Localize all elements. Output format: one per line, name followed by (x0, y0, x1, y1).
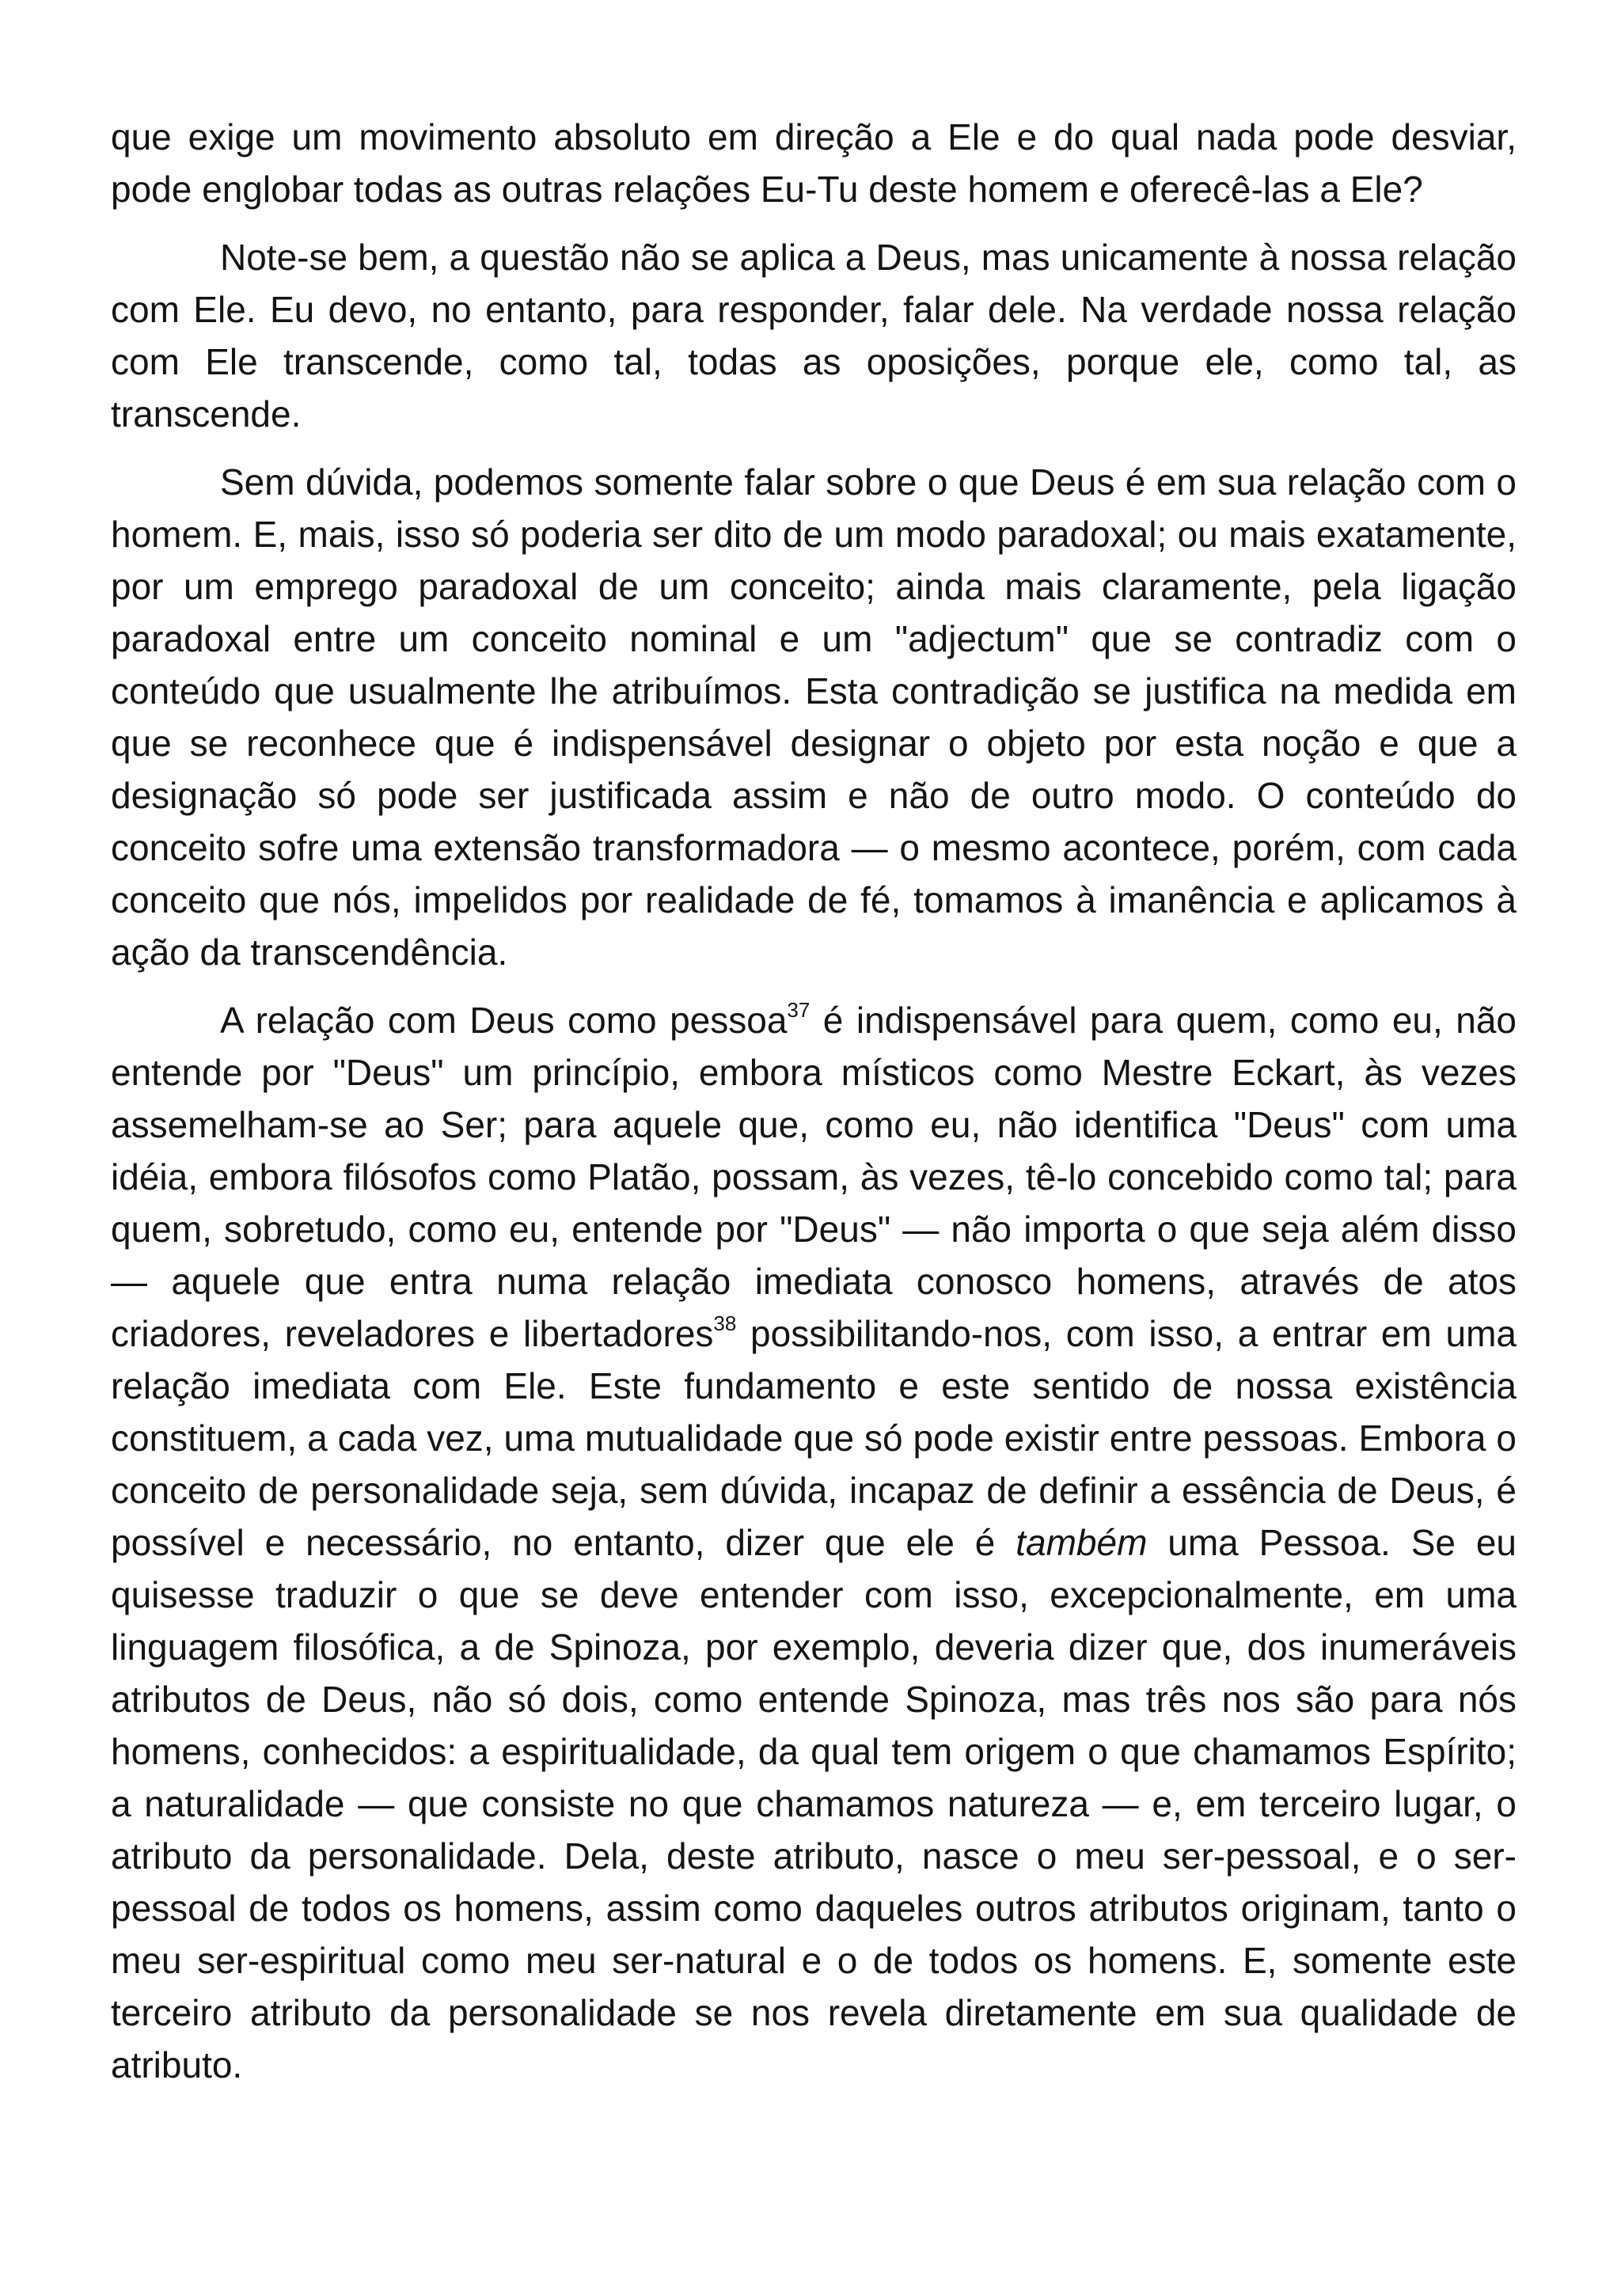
footnote-ref-38[interactable]: 38 (713, 1311, 737, 1335)
emphasis-tambem: também (1015, 1522, 1148, 1563)
footnote-ref-37[interactable]: 37 (787, 997, 810, 1022)
document-page (111, 111, 1517, 2107)
paragraph-3: Sem dúvida, podemos somente falar sobre o que Deus é em sua relação com o homem. E, mais, isso só poderia ser dito de um modo paradoxal; ou mais exatamente, por um emprego paradoxal de um conceito; ainda mais claramente, pela ligação paradoxal entre um conceito nominal e um "adjectum" que se contradiz com o conteúdo que usualmente lhe atribuímos. Esta contradição se justifica na medida em que se reconhece que é indispensável designar o objeto por esta noção e que a designação só pode ser justificada assim e não de outro modo. O conteúdo do conceito sofre uma extensão transformadora — o mesmo acontece, porém, com cada conceito que nós, impelidos por realidade de fé, tomamos à imanência e aplicamos à ação da transcendência. (111, 461, 1517, 973)
paragraph-4-text-4: uma Pessoa. Se eu quisesse traduzir o que se deve entender com isso, excepcionalmente, em uma linguagem filosófica, a de Spinoza, por exemplo, deveria dizer que, dos inumeráveis atributos de Deus, não só dois, como entende Spinoza, mas três nos são para nós homens, conhecidos: a espiritualidade, da qual tem origem o que chamamos Espírito; a naturalidade — que consiste no que chamamos natureza — e, em terceiro lugar, o atributo da personalidade. Dela, deste atributo, nasce o meu ser-pessoal, e o ser-pessoal de todos os homens, assim como daqueles outros atributos originam, tanto o meu ser-espiritual como meu ser-natural e o de todos os homens. E, somente este terceiro atributo da personalidade se nos revela diretamente em sua qualidade de atributo. (111, 1522, 1517, 2085)
paragraph-4 (111, 994, 1517, 2091)
paragraph-4-text-2: é indispensável para quem, como eu, não entende por "Deus" um princípio, embora místicos como Mestre Eckart, às vezes assemelham-se ao Ser; para aquele que, como eu, não identifica "Deus" com uma idéia, embora filósofos como Platão, possam, às vezes, tê-lo concebido como tal; para quem, sobretudo, como eu, entende por "Deus" — não importa o que seja além disso — aquele que entra numa relação imediata conosco homens, através de atos criadores, reveladores e libertadores (111, 1000, 1517, 1354)
paragraph-1: que exige um movimento absoluto em direção a Ele e do qual nada pode desviar, pode englobar todas as outras relações Eu-Tu deste homem e oferecê-las a Ele? (111, 116, 1517, 210)
paragraph-4-text-3: possibilitando-nos, com isso, a entrar em uma relação imediata com Ele. Este fundamento e este sentido de nossa existência constituem, a cada vez, uma mutualidade que só pode existir entre pessoas. Embora o conceito de personalidade seja, sem dúvida, incapaz de definir a essência de Deus, é possível e necessário, no entanto, dizer que ele é (111, 1313, 1517, 1563)
paragraph-2: Note-se bem, a questão não se aplica a Deus, mas unicamente à nossa relação com Ele. Eu devo, no entanto, para responder, falar dele. Na verdade nossa relação com Ele transcende, como tal, todas as oposições, porque ele, como tal, as transcende. (111, 237, 1517, 435)
paragraph-4-text-1: A relação com Deus como pessoa (220, 1000, 788, 1041)
